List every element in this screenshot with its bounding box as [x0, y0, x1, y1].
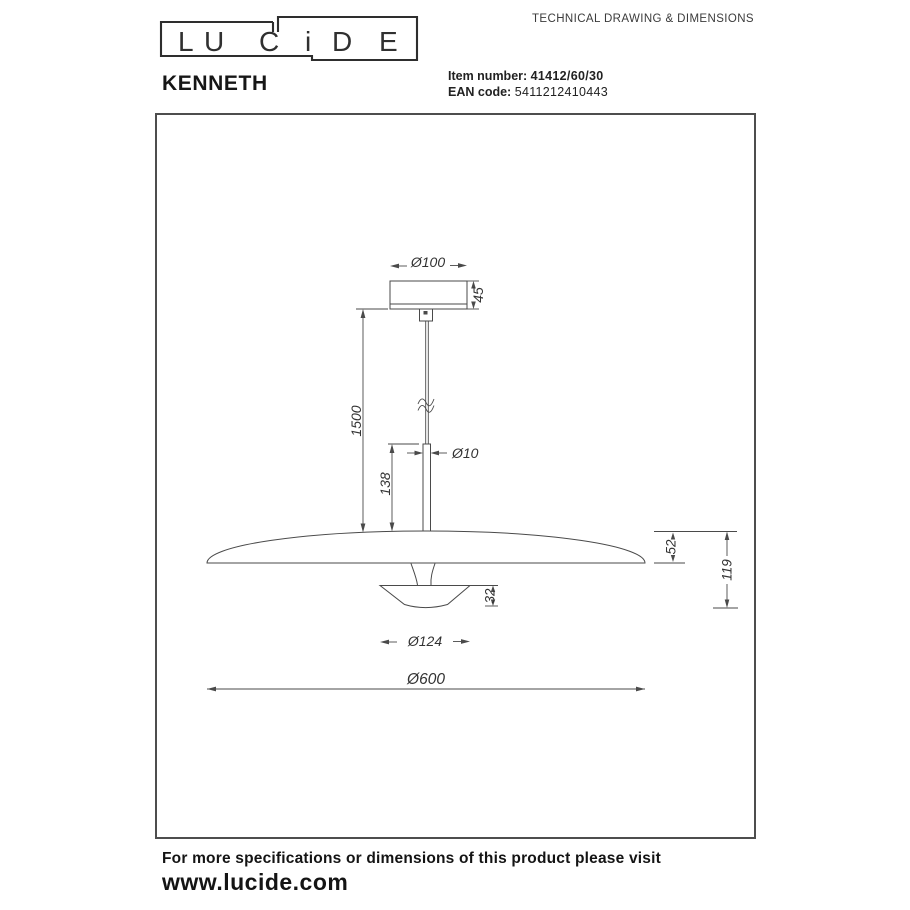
- item-number-label: Item number:: [448, 69, 528, 83]
- cable-entry-dot: [424, 311, 428, 315]
- technical-drawing: [157, 115, 754, 837]
- dim-label-rod-diameter: Ø10: [452, 445, 479, 461]
- dim-label-rod-length: 138: [376, 472, 393, 496]
- logo-letter-e: E: [379, 26, 398, 57]
- dim-head-height: [713, 532, 738, 609]
- dim-label-diffuser-height: 32: [482, 588, 498, 604]
- dim-label-diffuser-diameter: Ø124: [407, 633, 443, 649]
- shade: [207, 531, 645, 563]
- dim-label-shade-height: 52: [663, 539, 679, 555]
- ean-value: 5411212410443: [514, 84, 609, 99]
- lucide-logo: [158, 10, 420, 64]
- dim-label-canopy-height: 45: [469, 287, 486, 303]
- suspension-cable: [418, 321, 434, 444]
- logo-letter-d: D: [332, 26, 353, 57]
- footer-note: For more specifications or dimensions of this product please visit: [162, 850, 661, 867]
- dim-cable-length: [348, 309, 388, 533]
- logo-letter-i: i: [305, 26, 312, 57]
- item-number-row: [448, 69, 608, 85]
- document-title: TECHNICAL DRAWING & DIMENSIONS: [532, 13, 754, 25]
- footer: [162, 850, 661, 896]
- dim-shade-height: [654, 532, 737, 564]
- ean-label: EAN code:: [448, 84, 512, 99]
- dim-label-cable-length: 1500: [347, 405, 364, 437]
- dim-label-shade-diameter: Ø600: [407, 671, 445, 688]
- dim-diffuser-height: [470, 586, 498, 607]
- item-number-value: 41412/60/30: [530, 69, 604, 83]
- dim-canopy-height: [467, 281, 486, 309]
- footer-website-link[interactable]: www.lucide.com: [162, 869, 349, 895]
- dim-label-head-height: 119: [719, 559, 735, 581]
- diffuser: [380, 564, 470, 608]
- dim-shade-diameter: [207, 671, 645, 691]
- rod: [423, 444, 431, 532]
- dim-label-canopy-diameter: Ø100: [410, 254, 446, 270]
- product-name: KENNETH: [162, 72, 268, 95]
- dim-rod-diameter: [407, 445, 479, 461]
- dim-canopy-diameter: [390, 254, 467, 270]
- logo-letter-c: C: [259, 26, 280, 57]
- dim-diffuser-diameter: [380, 633, 470, 649]
- product-codes: [448, 69, 608, 100]
- ean-row: [448, 85, 608, 101]
- technical-drawing-frame: [155, 113, 756, 839]
- logo-letter-u: U: [204, 26, 225, 57]
- canopy: [390, 281, 467, 321]
- logo-letter-l: L: [178, 26, 194, 57]
- dim-rod-length: [377, 444, 419, 532]
